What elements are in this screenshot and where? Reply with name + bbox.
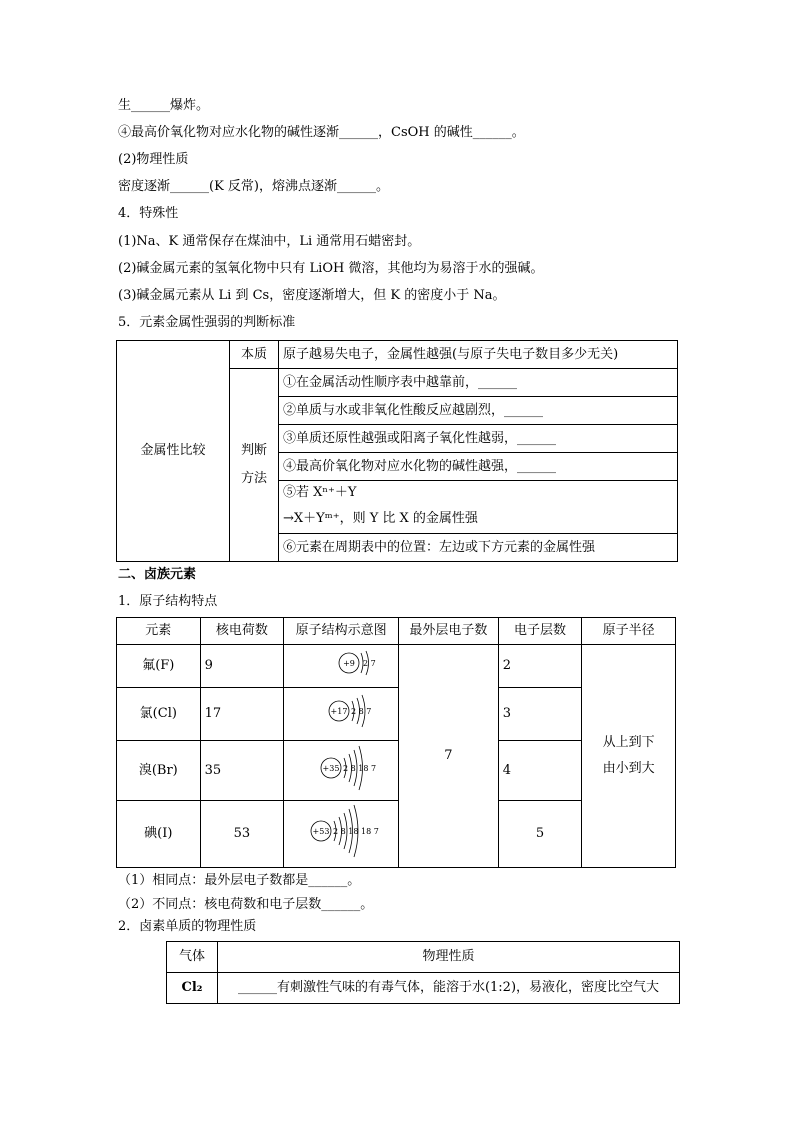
method-5b: →X＋Yᵐ⁺，则 Y 比 X 的金属性强 (279, 505, 678, 534)
atom-diagram (284, 801, 399, 868)
section-heading: 4．特殊性 (118, 206, 179, 221)
layers-cell: 4 (498, 741, 582, 801)
metallicity-table (116, 340, 678, 562)
method-6: ⑥元素在周期表中的位置：左边或下方元素的金属性强 (279, 534, 678, 562)
method-1: ①在金属活动性顺序表中越靠前，______ (279, 369, 678, 397)
nucleus-label: +35 (322, 763, 340, 773)
charge-cell: 17 (200, 688, 284, 741)
method-2: ②单质与水或非氧化性酸反应越剧烈，______ (279, 397, 678, 425)
atom-diagram-icon (297, 742, 385, 794)
nucleus-label: +17 (330, 707, 348, 716)
shells-label: 2 8 18 7 (343, 763, 377, 773)
text-line: (2)碱金属元素的氢氧化物中只有 LiOH 微溶，其他均为易溶于水的强碱。 (118, 261, 544, 276)
layers-cell: 5 (498, 801, 582, 868)
method-label-1: 判断 (240, 443, 267, 458)
shells-label: 2 8 18 18 7 (333, 827, 379, 836)
atom-diagram (284, 645, 399, 688)
nucleus-label: +9 (343, 659, 355, 668)
element-cell: 碘(I) (117, 801, 201, 868)
property-cell: ______有刺激性气味的有毒气体，能溶于水(1:2)，易液化，密度比空气大 (218, 973, 680, 1004)
method-label (230, 369, 279, 562)
essence-text: 原子越易失电子，金属性越强(与原子失电子数目多少无关) (279, 341, 678, 369)
header-outer: 最外层电子数 (399, 618, 499, 645)
text-line: (1)Na、K 通常保存在煤油中，Li 通常用石蜡密封。 (118, 234, 421, 249)
shells-label: 2 8 7 (351, 707, 372, 716)
header-property: 物理性质 (218, 942, 680, 973)
gas-cell: Cl₂ (167, 973, 218, 1004)
method-5a: ⑤若 Xⁿ⁺＋Y (279, 481, 678, 506)
method-3: ③单质还原性越强或阳离子氧化性越弱，______ (279, 425, 678, 453)
header-diagram: 原子结构示意图 (284, 618, 399, 645)
text-line: ④最高价氧化物对应水化物的碱性逐渐______，CsOH 的碱性______。 (118, 125, 525, 140)
text-line: （1）相同点：最外层电子数都是______。 (118, 873, 361, 888)
charge-cell: 53 (200, 801, 284, 868)
element-cell: 氯(Cl) (117, 688, 201, 741)
header-radius: 原子半径 (582, 618, 676, 645)
halogen-structure-table (116, 617, 676, 868)
essence-label: 本质 (230, 341, 279, 369)
layers-cell: 3 (498, 688, 582, 741)
header-charge: 核电荷数 (200, 618, 284, 645)
atom-diagram-icon (301, 646, 381, 680)
atom-diagram (284, 741, 399, 801)
text-line: （2）不同点：核电荷数和电子层数______。 (118, 897, 374, 912)
radius-line-1: 从上到下 (602, 735, 655, 750)
charge-cell: 9 (200, 645, 284, 688)
radius-cell (582, 645, 676, 868)
section-heading: 5．元素金属性强弱的判断标准 (118, 315, 296, 330)
atom-diagram (284, 688, 399, 741)
category-cell: 金属性比较 (117, 341, 230, 562)
section-heading: 1．原子结构特点 (118, 594, 218, 609)
text-line: 密度逐渐______(K 反常)，熔沸点逐渐______。 (118, 179, 389, 194)
nucleus-label: +53 (312, 827, 330, 836)
section-heading: 二、卤族元素 (118, 567, 197, 582)
text-line: 生______爆炸。 (118, 98, 210, 113)
shells-label: 2 7 (363, 659, 376, 668)
outer-electrons: 7 (399, 645, 499, 868)
halogen-physical-table (166, 941, 680, 1004)
header-gas: 气体 (167, 942, 218, 973)
method-4: ④最高价氧化物对应水化物的碱性越强，______ (279, 453, 678, 481)
header-element: 元素 (117, 618, 201, 645)
radius-line-2: 由小到大 (602, 761, 655, 776)
method-label-2: 方法 (240, 471, 267, 486)
element-cell: 氟(F) (117, 645, 201, 688)
atom-diagram-icon (299, 689, 383, 733)
charge-cell: 35 (200, 741, 284, 801)
text-line: (3)碱金属元素从 Li 到 Cs，密度逐渐增大，但 K 的密度小于 Na。 (118, 288, 506, 303)
section-heading: 2．卤素单质的物理性质 (118, 919, 257, 934)
element-cell: 溴(Br) (117, 741, 201, 801)
header-layers: 电子层数 (498, 618, 582, 645)
layers-cell: 2 (498, 645, 582, 688)
atom-diagram-icon (293, 801, 389, 861)
text-line: (2)物理性质 (118, 152, 189, 167)
